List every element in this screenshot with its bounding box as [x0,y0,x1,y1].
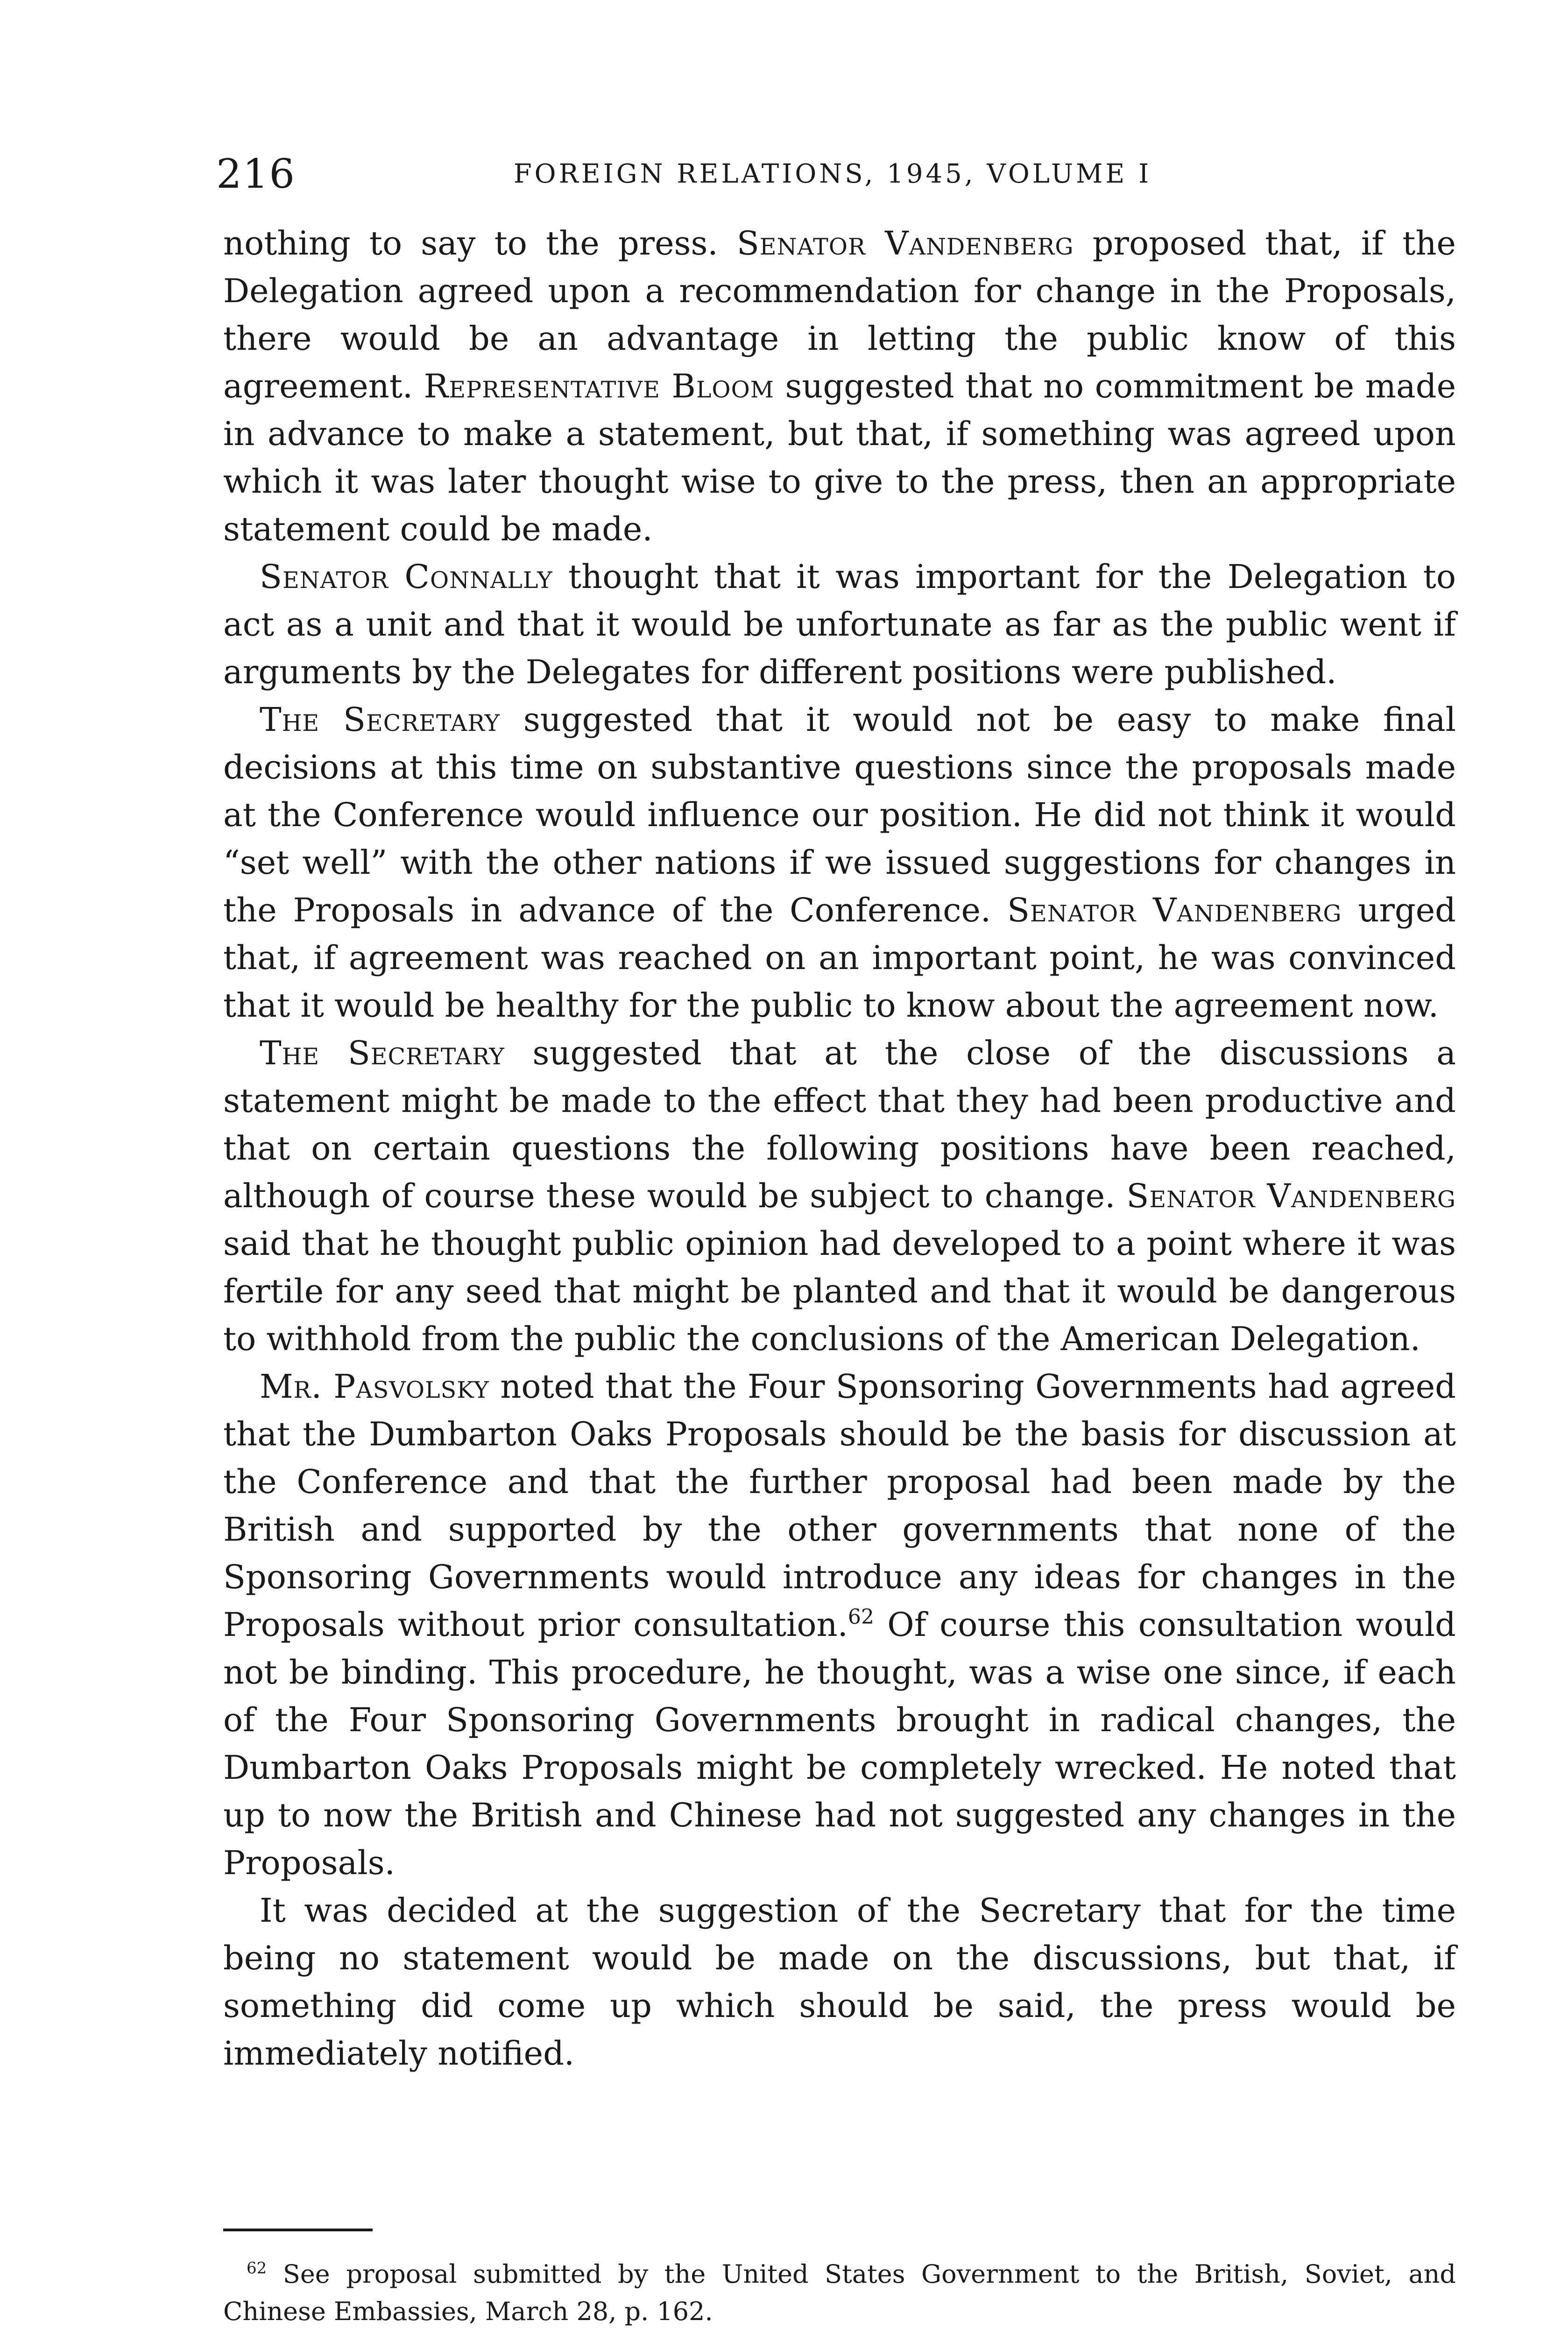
footnote-reference[interactable]: 62 [848,1605,874,1629]
paragraph-text: Of course this consultation would not be binding. This procedure, he thought, was a wise one since, if each of the Four Sponsoring Governments brought in radical changes, the Dumbarton Oaks Proposals might be completely wrecked. He noted that up to now the British and Chinese had not suggested any changes in the Proposals. [223,1606,1456,1882]
speaker-name: The Secretary [260,1034,505,1072]
paragraph-text: noted that the Four Sponsoring Governments had agreed that the Dumbarton Oaks Proposals should be the basis for discussion at the Conference and that the further proposal had been made by the British and supported by the other governments that none of the Sponsoring Governments would introduce any ideas for changes in the Proposals without prior consultation. [223,1367,1456,1644]
paragraph-text: urged that, if agreement was reached on an important point, he was convinced that it would be healthy for the public to know about the agreement now. [223,891,1456,1025]
paragraph-4 [223,1029,1456,1363]
paragraph-1 [223,219,1456,553]
speaker-name: Senator Vandenberg [736,224,1074,262]
running-head: FOREIGN RELATIONS, 1945, VOLUME I [513,159,1152,189]
paragraph-5 [223,1363,1456,1887]
speaker-name: Representative Bloom [424,367,774,405]
speaker-name: The Secretary [260,700,501,739]
footnote-divider [223,2229,373,2231]
footnote-text: See proposal submitted by the United States Government to the British, Soviet, and Chinese Embassies, March 28, p. 162. [223,2259,1456,2326]
paragraph-text: proposed that, if the Delegation agreed upon a recommendation for change in the Proposals, there would be an advantage in letting the public know of this agreement. [223,224,1456,405]
speaker-name: Senator Connally [260,558,553,596]
paragraph-text: thought that it was important for the Delegation to act as a unit and that it would be unfortunate as far as the public went if arguments by the Delegates for different positions were published. [223,558,1456,691]
footnote [223,2256,1456,2330]
paragraph-6 [223,1887,1456,2077]
paragraph-text: said that he thought public opinion had developed to a point where it was fertile for any seed that might be planted and that it would be dangerous to withhold from the public the conclusions of the American Delegation. [223,1224,1456,1358]
speaker-name: Senator Vandenberg [1007,891,1342,929]
paragraph-3 [223,696,1456,1029]
paragraph-text: nothing to say to the press. [223,224,737,262]
body-text [223,219,1456,2077]
paragraph-text: suggested that at the close of the discussions a statement might be made to the effect that they had been productive and that on certain questions the following positions have been reached, although of course these would be subject to change. [223,1034,1456,1215]
speaker-name: Mr. Pasvolsky [260,1367,489,1406]
paragraph-text: suggested that no commitment be made in advance to make a statement, but that, if something was agreed upon which it was later thought wise to give to the press, then an appropriate statement could be made. [223,367,1456,548]
paragraph-text: It was decided at the suggestion of the Secretary that for the time being no statement would be made on the discussions, but that, if something did come up which should be said, the press would be immediately notified. [223,1891,1456,2073]
footnote-marker: 62 [247,2259,267,2278]
speaker-name: Senator Vandenberg [1126,1177,1456,1215]
paragraph-2 [223,553,1456,696]
page-header [216,149,1449,200]
page-number: 216 [216,151,296,198]
paragraph-text: suggested that it would not be easy to make final decisions at this time on substantive questions since the proposals made at the Conference would influence our position. He did not think it would “set well” with the other nations if we issued suggestions for changes in the Proposals in advance of the Conference. [223,700,1456,929]
